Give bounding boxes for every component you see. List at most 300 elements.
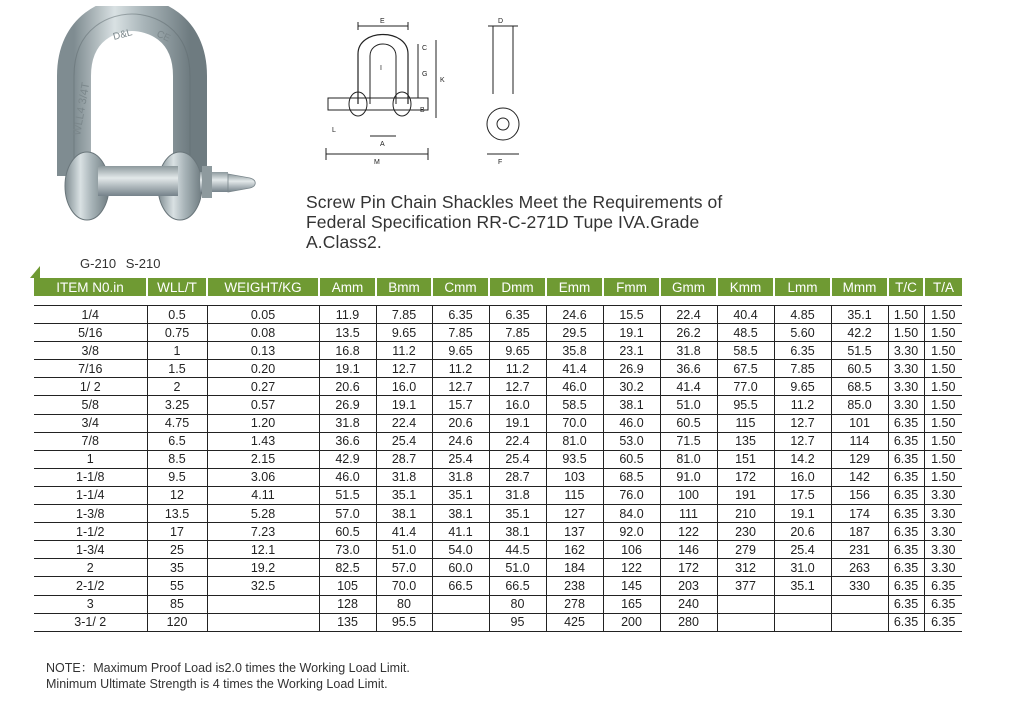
table-cell: 191 [717, 486, 774, 504]
table-cell: 6.35 [888, 450, 924, 468]
table-cell: 77.0 [717, 378, 774, 396]
table-cell: 1-1/4 [34, 486, 147, 504]
table-cell [207, 595, 319, 613]
table-cell: 54.0 [432, 541, 489, 559]
table-cell: 22.4 [376, 414, 432, 432]
table-cell: 29.5 [546, 324, 603, 342]
table-cell: 1.50 [924, 468, 962, 486]
svg-text:K: K [440, 77, 445, 84]
table-cell: 58.5 [546, 396, 603, 414]
table-cell: 1-3/8 [34, 505, 147, 523]
table-cell: 6.35 [888, 468, 924, 486]
table-cell: 7/16 [34, 360, 147, 378]
table-cell: 48.5 [717, 324, 774, 342]
table-cell: 51.0 [376, 541, 432, 559]
table-cell: 85 [147, 595, 207, 613]
table-cell: 3.30 [888, 396, 924, 414]
table-cell: 13.5 [319, 324, 376, 342]
table-cell: 19.1 [376, 396, 432, 414]
table-cell: 425 [546, 613, 603, 631]
table-cell: 82.5 [319, 559, 376, 577]
table-cell: 3.30 [924, 505, 962, 523]
table-cell: 6.35 [432, 306, 489, 324]
table-cell: 6.35 [888, 414, 924, 432]
table-cell: 0.08 [207, 324, 319, 342]
table-cell [717, 613, 774, 631]
table-cell: 114 [831, 432, 888, 450]
table-cell: 1 [34, 450, 147, 468]
table-cell: 238 [546, 577, 603, 595]
table-cell: 115 [717, 414, 774, 432]
table-cell: 6.35 [888, 559, 924, 577]
table-cell: 6.35 [924, 577, 962, 595]
table-cell: 26.9 [603, 360, 660, 378]
table-cell: 3.25 [147, 396, 207, 414]
table-cell: 6.35 [489, 306, 546, 324]
table-cell: 6.35 [888, 577, 924, 595]
table-cell: 40.4 [717, 306, 774, 324]
table-cell: 6.35 [924, 595, 962, 613]
table-cell [831, 595, 888, 613]
table-cell: 5/8 [34, 396, 147, 414]
table-cell: 111 [660, 505, 717, 523]
table-cell: 35 [147, 559, 207, 577]
table-cell: 85.0 [831, 396, 888, 414]
table-cell: 1-3/4 [34, 541, 147, 559]
table-cell: 6.35 [888, 595, 924, 613]
column-header: WLL/T [147, 278, 207, 296]
table-cell: 25.4 [432, 450, 489, 468]
table-cell: 1-1/8 [34, 468, 147, 486]
table-cell: 3.30 [924, 541, 962, 559]
table-cell: 330 [831, 577, 888, 595]
table-cell: 2.15 [207, 450, 319, 468]
table-cell: 1.50 [924, 360, 962, 378]
table-cell: 71.5 [660, 432, 717, 450]
table-cell: 46.0 [603, 414, 660, 432]
table-cell: 80 [376, 595, 432, 613]
headline-line-1: Screw Pin Chain Shackles Meet the Requirements of [306, 192, 723, 212]
table-cell: 1.50 [924, 342, 962, 360]
table-cell: 67.5 [717, 360, 774, 378]
table-cell: 9.65 [432, 342, 489, 360]
table-cell: 1.50 [888, 324, 924, 342]
svg-text:B: B [420, 107, 425, 114]
table-cell: 200 [603, 613, 660, 631]
table-cell: 3/4 [34, 414, 147, 432]
table-cell: 6.35 [888, 486, 924, 504]
table-cell: 1-1/2 [34, 523, 147, 541]
table-cell: 36.6 [660, 360, 717, 378]
table-cell: 9.65 [376, 324, 432, 342]
table-cell: 38.1 [603, 396, 660, 414]
table-cell: 16.0 [774, 468, 831, 486]
table-cell: 22.4 [489, 432, 546, 450]
table-cell: 12.7 [432, 378, 489, 396]
table-cell: 70.0 [546, 414, 603, 432]
table-cell [774, 613, 831, 631]
table-cell: 44.5 [489, 541, 546, 559]
svg-text:D&L: D&L [111, 27, 134, 43]
table-cell: 6.5 [147, 432, 207, 450]
table-cell: 279 [717, 541, 774, 559]
table-cell: 4.85 [774, 306, 831, 324]
table-row [34, 342, 962, 360]
table-cell: 26.9 [319, 396, 376, 414]
table-cell: 145 [603, 577, 660, 595]
table-cell: 31.8 [660, 342, 717, 360]
table-cell: 60.5 [660, 414, 717, 432]
table-cell: 60.5 [603, 450, 660, 468]
table-cell: 5.60 [774, 324, 831, 342]
table-cell: 137 [546, 523, 603, 541]
table-cell: 5.28 [207, 505, 319, 523]
table-cell: 41.4 [376, 523, 432, 541]
table-cell: 68.5 [831, 378, 888, 396]
table-cell: 1.43 [207, 432, 319, 450]
table-cell: 165 [603, 595, 660, 613]
column-header: Dmm [489, 278, 546, 296]
table-cell: 35.1 [774, 577, 831, 595]
table-cell: 24.6 [546, 306, 603, 324]
table-cell: 172 [717, 468, 774, 486]
table-cell: 20.6 [319, 378, 376, 396]
table-cell: 2-1/2 [34, 577, 147, 595]
table-cell: 4.75 [147, 414, 207, 432]
column-header: WEIGHT/KG [207, 278, 319, 296]
table-cell: 0.75 [147, 324, 207, 342]
table-cell: 0.13 [207, 342, 319, 360]
table-cell: 12.7 [489, 378, 546, 396]
table-cell [207, 613, 319, 631]
table-cell: 0.57 [207, 396, 319, 414]
headline-line-2: Federal Specification RR-C-271D Tupe IVA.Grade [306, 212, 700, 232]
table-row [34, 613, 962, 631]
svg-text:A: A [380, 141, 385, 148]
table-cell: 26.2 [660, 324, 717, 342]
table-cell: 92.0 [603, 523, 660, 541]
table-cell: 46.0 [319, 468, 376, 486]
table-cell: 12 [147, 486, 207, 504]
table-cell: 162 [546, 541, 603, 559]
note-line-2: Minimum Ultimate Strength is 4 times the Working Load Limit. [46, 677, 388, 691]
column-header: T/A [924, 278, 962, 296]
table-cell: 28.7 [489, 468, 546, 486]
table-cell: 12.7 [376, 360, 432, 378]
table-cell: 5/16 [34, 324, 147, 342]
table-cell: 31.8 [432, 468, 489, 486]
table-cell: 1/ 2 [34, 378, 147, 396]
table-cell: 58.5 [717, 342, 774, 360]
table-cell: 9.65 [774, 378, 831, 396]
table-cell: 38.1 [432, 505, 489, 523]
table-spacer-row [34, 296, 962, 306]
table-cell: 280 [660, 613, 717, 631]
table-row [34, 324, 962, 342]
table-cell: 7.23 [207, 523, 319, 541]
table-cell: 11.2 [489, 360, 546, 378]
table-cell [831, 613, 888, 631]
table-cell: 38.1 [376, 505, 432, 523]
table-cell: 19.1 [489, 414, 546, 432]
table-cell: 127 [546, 505, 603, 523]
table-cell: 17.5 [774, 486, 831, 504]
table-cell: 95.5 [376, 613, 432, 631]
table-cell: 12.7 [774, 414, 831, 432]
table-cell: 73.0 [319, 541, 376, 559]
table-cell: 7.85 [376, 306, 432, 324]
table-cell: 22.4 [660, 306, 717, 324]
table-cell: 66.5 [489, 577, 546, 595]
svg-text:M: M [374, 159, 380, 166]
table-cell: 35.1 [432, 486, 489, 504]
table-cell: 31.8 [376, 468, 432, 486]
table-cell: 16.8 [319, 342, 376, 360]
table-cell: 7.85 [432, 324, 489, 342]
table-cell: 3.30 [888, 378, 924, 396]
table-cell: 184 [546, 559, 603, 577]
table-cell: 1.50 [888, 306, 924, 324]
table-cell: 1/4 [34, 306, 147, 324]
table-cell: 9.5 [147, 468, 207, 486]
shackle-product-image [52, 6, 262, 228]
table-cell: 51.0 [489, 559, 546, 577]
table-cell [432, 595, 489, 613]
table-cell: 81.0 [546, 432, 603, 450]
svg-text:I: I [380, 65, 382, 72]
table-cell: 3.30 [888, 342, 924, 360]
table-cell: 7/8 [34, 432, 147, 450]
column-header: Mmm [831, 278, 888, 296]
table-row [34, 414, 962, 432]
svg-text:L: L [332, 127, 336, 134]
table-row [34, 396, 962, 414]
table-cell: 1.5 [147, 360, 207, 378]
table-cell: 31.8 [319, 414, 376, 432]
column-header: Cmm [432, 278, 489, 296]
table-cell: 4.11 [207, 486, 319, 504]
table-cell: 1.50 [924, 324, 962, 342]
table-cell: 6.35 [888, 505, 924, 523]
table-cell: 46.0 [546, 378, 603, 396]
table-cell: 28.7 [376, 450, 432, 468]
table-cell: 42.9 [319, 450, 376, 468]
table-cell: 6.35 [888, 523, 924, 541]
table-cell: 6.35 [924, 613, 962, 631]
table-cell: 15.7 [432, 396, 489, 414]
table-cell: 106 [603, 541, 660, 559]
table-cell: 6.35 [774, 342, 831, 360]
table-cell: 57.0 [376, 559, 432, 577]
table-cell: 0.05 [207, 306, 319, 324]
table-cell: 66.5 [432, 577, 489, 595]
table-cell: 16.0 [489, 396, 546, 414]
table-cell: 231 [831, 541, 888, 559]
table-cell: 278 [546, 595, 603, 613]
table-cell: 1.50 [924, 396, 962, 414]
table-row [34, 450, 962, 468]
table-cell: 51.5 [319, 486, 376, 504]
table-cell: 80 [489, 595, 546, 613]
table-cell: 7.85 [774, 360, 831, 378]
table-cell: 146 [660, 541, 717, 559]
table-cell: 19.1 [774, 505, 831, 523]
svg-text:G: G [422, 71, 428, 78]
table-cell: 210 [717, 505, 774, 523]
table-cell: 70.0 [376, 577, 432, 595]
table-cell: 84.0 [603, 505, 660, 523]
table-cell: 377 [717, 577, 774, 595]
table-row [34, 559, 962, 577]
table-cell: 17 [147, 523, 207, 541]
table-cell: 60.0 [432, 559, 489, 577]
table-cell: 172 [660, 559, 717, 577]
column-header: Emm [546, 278, 603, 296]
svg-text:E: E [380, 18, 385, 25]
spec-table [34, 278, 962, 632]
svg-text:CE: CE [154, 28, 172, 45]
table-cell: 100 [660, 486, 717, 504]
table-cell: 25.4 [376, 432, 432, 450]
table-cell: 3.30 [924, 486, 962, 504]
table-cell: 24.6 [432, 432, 489, 450]
table-cell: 60.5 [831, 360, 888, 378]
table-cell: 0.27 [207, 378, 319, 396]
table-cell: 95.5 [717, 396, 774, 414]
table-corner-decoration [30, 266, 40, 278]
table-cell: 76.0 [603, 486, 660, 504]
table-cell: 0.20 [207, 360, 319, 378]
table-row [34, 505, 962, 523]
table-cell: 41.4 [660, 378, 717, 396]
table-cell: 187 [831, 523, 888, 541]
table-cell: 135 [319, 613, 376, 631]
table-cell: 14.2 [774, 450, 831, 468]
table-cell: 42.2 [831, 324, 888, 342]
column-header: Fmm [603, 278, 660, 296]
svg-text:C: C [422, 45, 428, 52]
table-cell: 35.8 [546, 342, 603, 360]
table-header-row [34, 278, 962, 296]
table-cell: 20.6 [432, 414, 489, 432]
table-cell: 120 [147, 613, 207, 631]
table-cell: 1.50 [924, 450, 962, 468]
table-row [34, 541, 962, 559]
column-header: T/C [888, 278, 924, 296]
table-cell: 13.5 [147, 505, 207, 523]
table-cell: 263 [831, 559, 888, 577]
table-cell: 142 [831, 468, 888, 486]
table-cell: 53.0 [603, 432, 660, 450]
table-cell: 19.1 [319, 360, 376, 378]
table-cell: 32.5 [207, 577, 319, 595]
table-cell: 11.2 [376, 342, 432, 360]
table-cell: 101 [831, 414, 888, 432]
table-cell: 31.8 [489, 486, 546, 504]
column-header: ITEM N0.in [34, 278, 147, 296]
table-cell: 6.35 [888, 541, 924, 559]
table-cell: 81.0 [660, 450, 717, 468]
table-cell: 95 [489, 613, 546, 631]
table-cell: 3.06 [207, 468, 319, 486]
table-cell: 11.2 [774, 396, 831, 414]
table-cell: 174 [831, 505, 888, 523]
table-row [34, 595, 962, 613]
notes [46, 660, 410, 692]
svg-text:F: F [498, 159, 503, 166]
table-cell: 230 [717, 523, 774, 541]
table-cell: 3.30 [888, 360, 924, 378]
table-cell: 38.1 [489, 523, 546, 541]
table-cell: 12.7 [774, 432, 831, 450]
table-cell: 25.4 [489, 450, 546, 468]
table-cell: 51.0 [660, 396, 717, 414]
table-row [34, 432, 962, 450]
column-header: Bmm [376, 278, 432, 296]
table-cell: 105 [319, 577, 376, 595]
table-cell: 122 [660, 523, 717, 541]
table-row [34, 486, 962, 504]
product-headline [306, 192, 796, 252]
table-cell [774, 595, 831, 613]
table-row [34, 523, 962, 541]
table-cell: 35.1 [489, 505, 546, 523]
table-cell: 129 [831, 450, 888, 468]
column-header: Amm [319, 278, 376, 296]
table-cell: 3.30 [924, 559, 962, 577]
table-cell: 31.0 [774, 559, 831, 577]
table-row [34, 577, 962, 595]
dimension-diagram [318, 14, 528, 166]
table-cell: 41.1 [432, 523, 489, 541]
table-cell [432, 613, 489, 631]
table-cell: 0.5 [147, 306, 207, 324]
table-cell: 9.65 [489, 342, 546, 360]
table-cell: 203 [660, 577, 717, 595]
table-cell: 103 [546, 468, 603, 486]
table-cell: 6.35 [888, 613, 924, 631]
table-cell: 51.5 [831, 342, 888, 360]
table-cell: 1.50 [924, 414, 962, 432]
table-cell: 2 [147, 378, 207, 396]
column-header: Gmm [660, 278, 717, 296]
table-cell: 3/8 [34, 342, 147, 360]
table-cell: 128 [319, 595, 376, 613]
table-row [34, 378, 962, 396]
table-cell: 7.85 [489, 324, 546, 342]
table-cell: 57.0 [319, 505, 376, 523]
svg-text:D: D [498, 18, 504, 25]
table-cell: 25 [147, 541, 207, 559]
table-cell: 16.0 [376, 378, 432, 396]
table-cell [717, 595, 774, 613]
table-cell: 35.1 [831, 306, 888, 324]
table-cell: 1.50 [924, 306, 962, 324]
table-cell: 135 [717, 432, 774, 450]
table-cell: 1.50 [924, 378, 962, 396]
table-cell: 30.2 [603, 378, 660, 396]
table-cell: 1.50 [924, 432, 962, 450]
table-cell: 312 [717, 559, 774, 577]
table-cell: 23.1 [603, 342, 660, 360]
table-cell: 156 [831, 486, 888, 504]
table-cell: 122 [603, 559, 660, 577]
table-cell: 240 [660, 595, 717, 613]
table-cell: 3 [34, 595, 147, 613]
table-cell: 1.20 [207, 414, 319, 432]
table-cell: 11.2 [432, 360, 489, 378]
table-cell: 115 [546, 486, 603, 504]
